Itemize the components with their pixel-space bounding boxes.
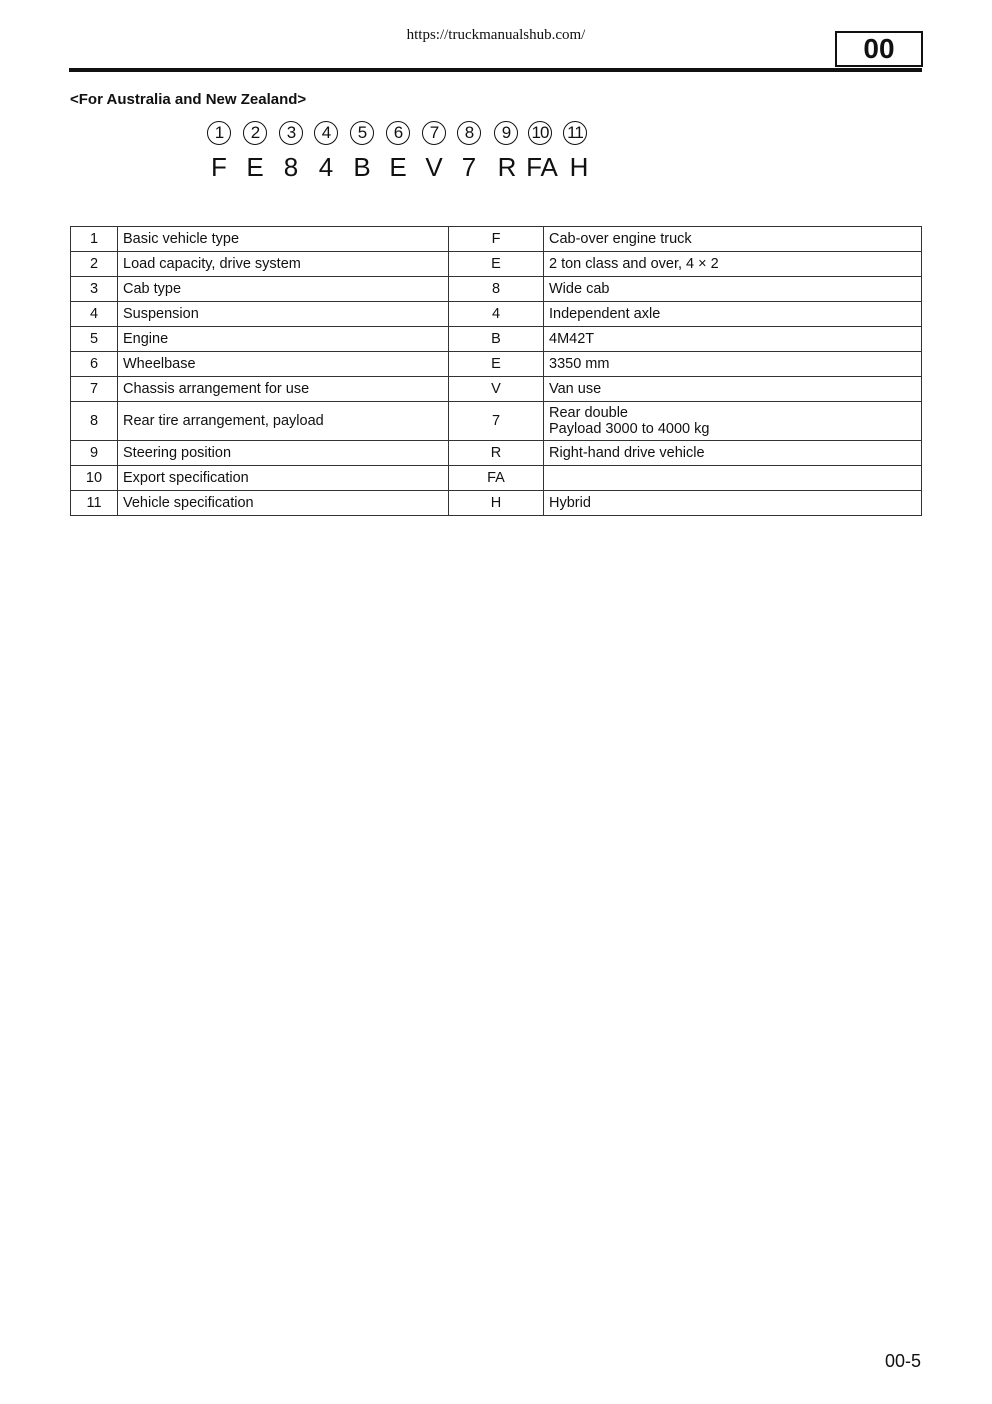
row-description: Van use [544,377,922,402]
row-code: V [449,377,544,402]
row-number: 6 [71,352,118,377]
row-code: FA [449,466,544,491]
row-number: 3 [71,277,118,302]
row-description: 2 ton class and over, 4 × 2 [544,252,922,277]
model-code-letter-3: 8 [283,152,299,182]
model-code-letter-11: H [569,152,589,182]
position-marker-6: 6 [381,121,415,145]
page-number: 00-5 [884,1351,921,1371]
row-description [544,402,922,441]
row-description [544,466,922,491]
header-url: https://truckmanualshub.com/ [406,27,586,43]
row-code: B [449,327,544,352]
row-number: 4 [71,302,118,327]
row-code: 8 [449,277,544,302]
row-description: Independent axle [544,302,922,327]
position-marker-2: 2 [238,121,272,145]
table-row [71,402,922,441]
position-marker-4: 4 [309,121,343,145]
row-description-line-2: Payload 3000 to 4000 kg [549,421,710,437]
row-number: 9 [71,441,118,466]
table-row [71,302,922,327]
row-code: E [449,252,544,277]
row-code: F [449,227,544,252]
table-row [71,491,922,516]
row-description: Right-hand drive vehicle [544,441,922,466]
row-item: Steering position [118,441,449,466]
table-row [71,352,922,377]
model-code-letter-4: 4 [318,152,334,182]
row-item: Vehicle specification [118,491,449,516]
row-description: 3350 mm [544,352,922,377]
row-number: 2 [71,252,118,277]
row-number: 7 [71,377,118,402]
header-divider [69,68,922,72]
row-item: Basic vehicle type [118,227,449,252]
row-description: 4M42T [544,327,922,352]
row-number: 8 [71,402,118,441]
position-marker-3: 3 [274,121,308,145]
row-number: 11 [71,491,118,516]
row-item: Wheelbase [118,352,449,377]
position-marker-5: 5 [345,121,379,145]
row-description: Cab-over engine truck [544,227,922,252]
model-code-letter-9: R [497,152,517,182]
model-code-letter-5: B [353,152,371,182]
row-code: E [449,352,544,377]
row-item: Export specification [118,466,449,491]
table-row [71,441,922,466]
region-heading: <For Australia and New Zealand> [70,91,307,108]
row-number: 10 [71,466,118,491]
row-code: H [449,491,544,516]
row-description: Hybrid [544,491,922,516]
model-code-letter-8: 7 [461,152,477,182]
row-item: Load capacity, drive system [118,252,449,277]
model-code-letter-6: E [389,152,407,182]
position-marker-8: 8 [452,121,486,145]
table-row [71,252,922,277]
position-marker-10: 10 [523,121,557,145]
table-row [71,466,922,491]
row-number: 5 [71,327,118,352]
model-code-table [70,226,922,516]
row-code: R [449,441,544,466]
table-row [71,277,922,302]
model-code-letter-10: FA [526,152,558,182]
row-item: Chassis arrangement for use [118,377,449,402]
row-code: 7 [449,402,544,441]
position-marker-1: 1 [202,121,236,145]
model-code-letter-1: F [211,152,227,182]
position-marker-9: 9 [489,121,523,145]
row-number: 1 [71,227,118,252]
model-code-letter-2: E [246,152,264,182]
row-item: Rear tire arrangement, payload [118,402,449,441]
row-item: Engine [118,327,449,352]
table-row [71,377,922,402]
position-marker-11: 11 [558,121,592,145]
row-item: Suspension [118,302,449,327]
model-code-letter-7: V [425,152,443,182]
row-description-line-1: Rear double [549,405,628,421]
row-code: 4 [449,302,544,327]
table-row [71,227,922,252]
row-description: Wide cab [544,277,922,302]
position-marker-7: 7 [417,121,451,145]
table-row [71,327,922,352]
row-item: Cab type [118,277,449,302]
section-number-badge: 00 [835,31,923,67]
